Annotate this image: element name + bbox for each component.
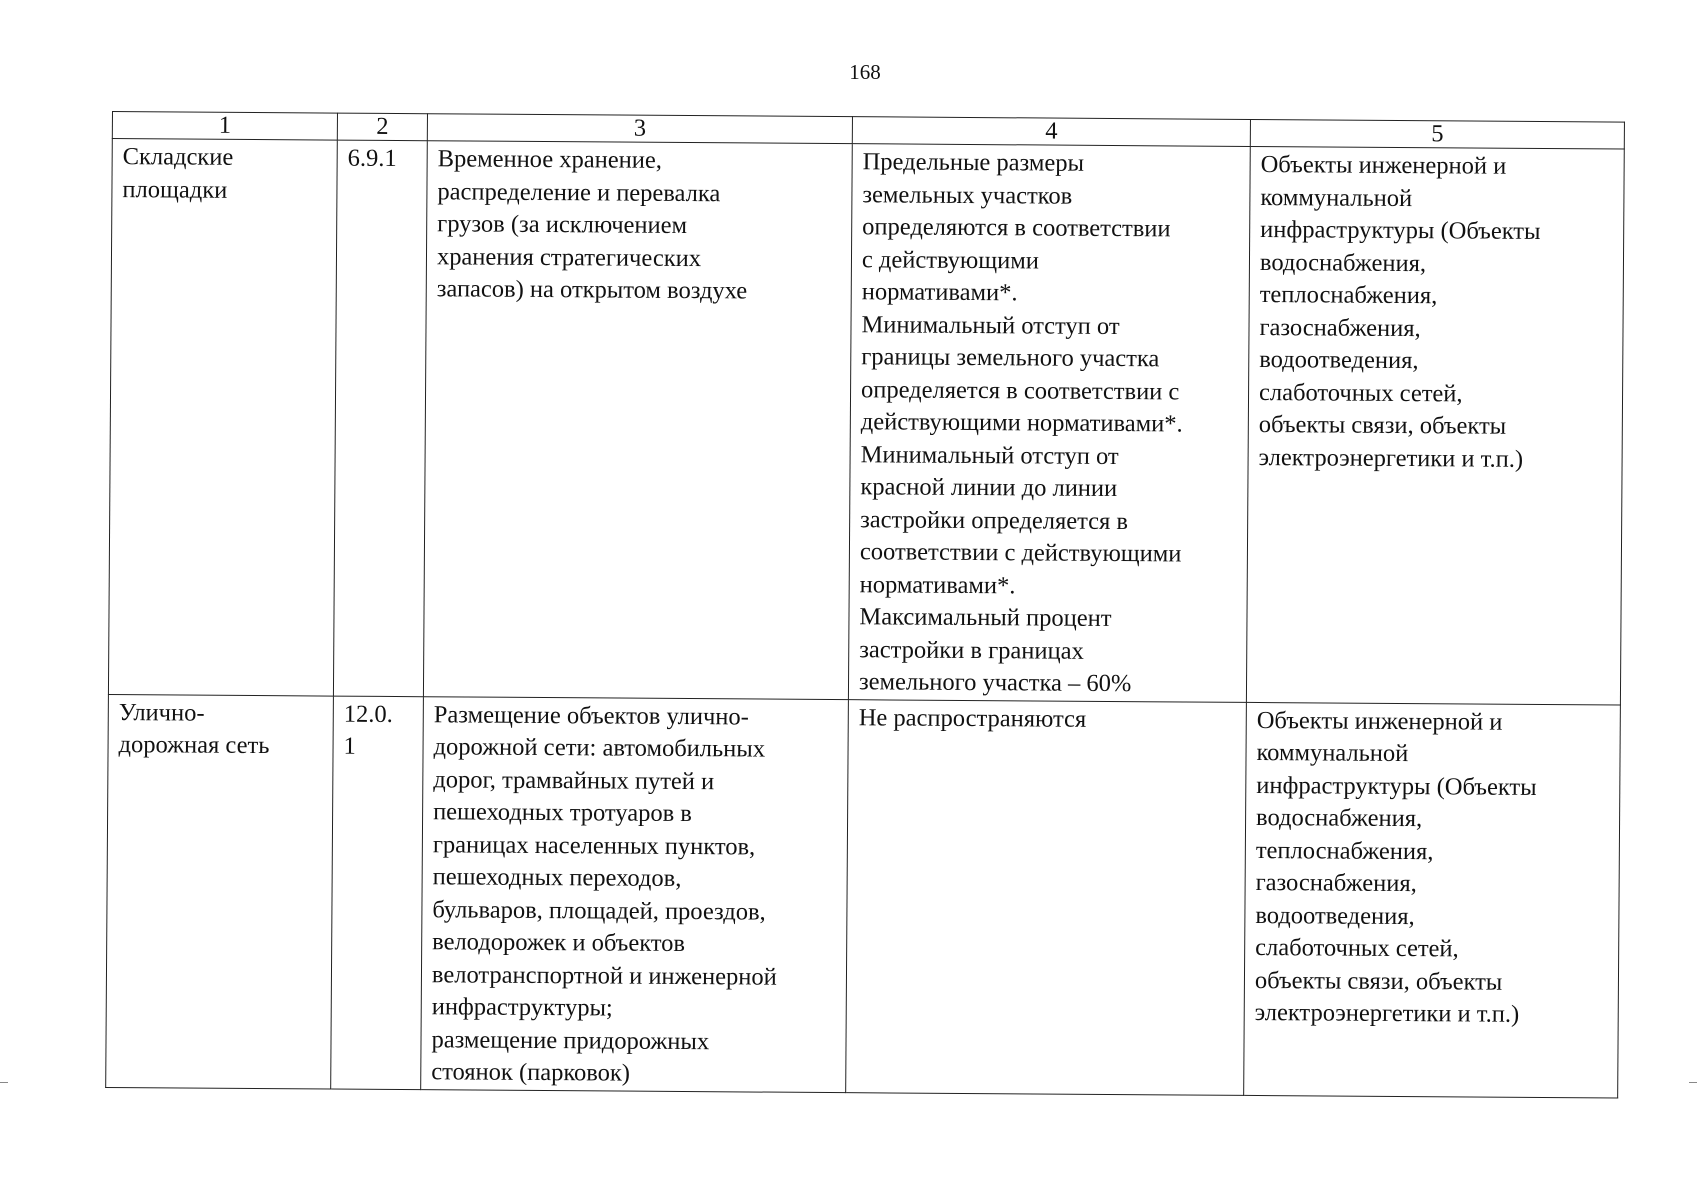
cell-line: стоянок (парковок) [431,1058,631,1087]
cell-line: распределение и перевалка [437,177,721,207]
cell-line: хранения стратегических [436,242,702,272]
cell-line: электроэнергетики и т.п.) [1258,443,1524,473]
cell-line: определяется в соответствии с [860,375,1180,405]
cell-line: дорожной сети: автомобильных [433,733,766,763]
auxiliary-uses-cell [1244,702,1621,1098]
cell-line: Предельные размеры [862,148,1085,177]
cell-line: водоснабжения, [1256,804,1423,833]
cell-line: Минимальный отступ от [860,440,1119,470]
land-use-description-cell [421,696,849,1092]
cell-line: нормативами*. [859,570,1016,599]
cell-line: пешеходных переходов, [432,863,682,892]
parameters-cell [848,144,1250,702]
cell-line: 1 [343,732,356,760]
column-header-5: 5 [1250,119,1624,149]
cell-line: водоснабжения, [1259,248,1427,277]
cell-line: газоснабжения, [1255,869,1417,898]
cell-line: Минимальный отступ от [861,310,1120,340]
cell-line: Улично- [118,698,205,727]
cell-line: Временное хранение, [437,145,662,174]
cell-line: водоотведения, [1255,901,1415,930]
cell-line: Объекты инженерной и [1256,706,1503,736]
cell-line: бульваров, площадей, проездов, [432,895,766,926]
column-header-4: 4 [852,117,1250,147]
cell-line: площадки [122,175,228,204]
table-row [108,139,1624,705]
cell-line: земельного участка – 60% [858,668,1132,698]
cell-line: красной линии до линии [860,473,1118,503]
parameters-cell [846,699,1247,1095]
cell-line: коммунальной [1260,183,1413,212]
cell-line: Объекты инженерной и [1260,151,1507,180]
cell-line: дорог, трамвайных путей и [433,765,715,795]
cell-line: газоснабжения, [1259,313,1421,342]
cell-line: слаботочных сетей, [1255,934,1459,963]
cell-line: дорожная сеть [118,731,270,760]
cell-line: велодорожек и объектов [432,928,686,958]
column-header-3: 3 [427,114,852,144]
cell-line: водоотведения, [1259,346,1419,375]
land-use-code-cell [331,696,424,1090]
cell-line: теплоснабжения, [1255,836,1434,865]
cell-line: определяются в соответствии [862,213,1171,243]
cell-line: границы земельного участка [861,343,1160,373]
cell-line: 6.9.1 [347,144,397,172]
cell-line: с действующими [861,245,1039,274]
auxiliary-uses-cell [1246,146,1624,704]
cell-line: границах населенных пунктов, [432,830,756,861]
cell-line: Складские [122,143,234,171]
land-use-name-cell [108,139,337,696]
cell-line: электроэнергетики и т.п.) [1254,999,1520,1028]
cell-line: велотранспортной и инженерной [431,960,777,991]
zoning-table [105,111,1625,1098]
cell-line: запасов) на открытом воздухе [436,275,748,305]
cell-line: Не распространяются [858,703,1087,733]
column-header-1: 1 [112,112,337,141]
cell-line: слаботочных сетей, [1258,378,1463,407]
land-use-name-cell [106,694,334,1089]
column-header-2: 2 [337,113,427,141]
cell-line: Максимальный процент [859,603,1112,632]
cell-line: объекты связи, объекты [1258,411,1507,440]
cell-line: грузов (за исключением [437,210,688,240]
cell-line: инфраструктуры; [431,993,613,1022]
cell-line: застройки определяется в [860,505,1129,535]
cell-line: пешеходных тротуаров в [433,798,693,828]
cell-line: теплоснабжения, [1259,281,1438,310]
right-scan-mark [1689,1082,1697,1083]
cell-line: размещение придорожных [431,1025,710,1055]
cell-line: инфраструктуры (Объекты [1256,771,1537,801]
land-use-code-cell [333,140,427,696]
cell-line: нормативами*. [861,278,1018,307]
left-scan-mark [0,1082,8,1083]
table-row [106,694,1621,1098]
page-number: 168 [849,60,881,84]
cell-line: коммунальной [1256,739,1409,768]
cell-line: соответствии с действующими [859,538,1182,568]
cell-line: действующими нормативами*. [860,408,1183,438]
cell-line: земельных участков [862,180,1073,210]
cell-line: застройки в границах [859,635,1084,665]
land-use-description-cell [423,141,852,699]
cell-line: инфраструктуры (Объекты [1260,216,1541,245]
cell-line: Размещение объектов улично- [433,700,749,730]
cell-line: объекты связи, объекты [1254,966,1503,996]
cell-line: 12.0. [343,700,393,728]
